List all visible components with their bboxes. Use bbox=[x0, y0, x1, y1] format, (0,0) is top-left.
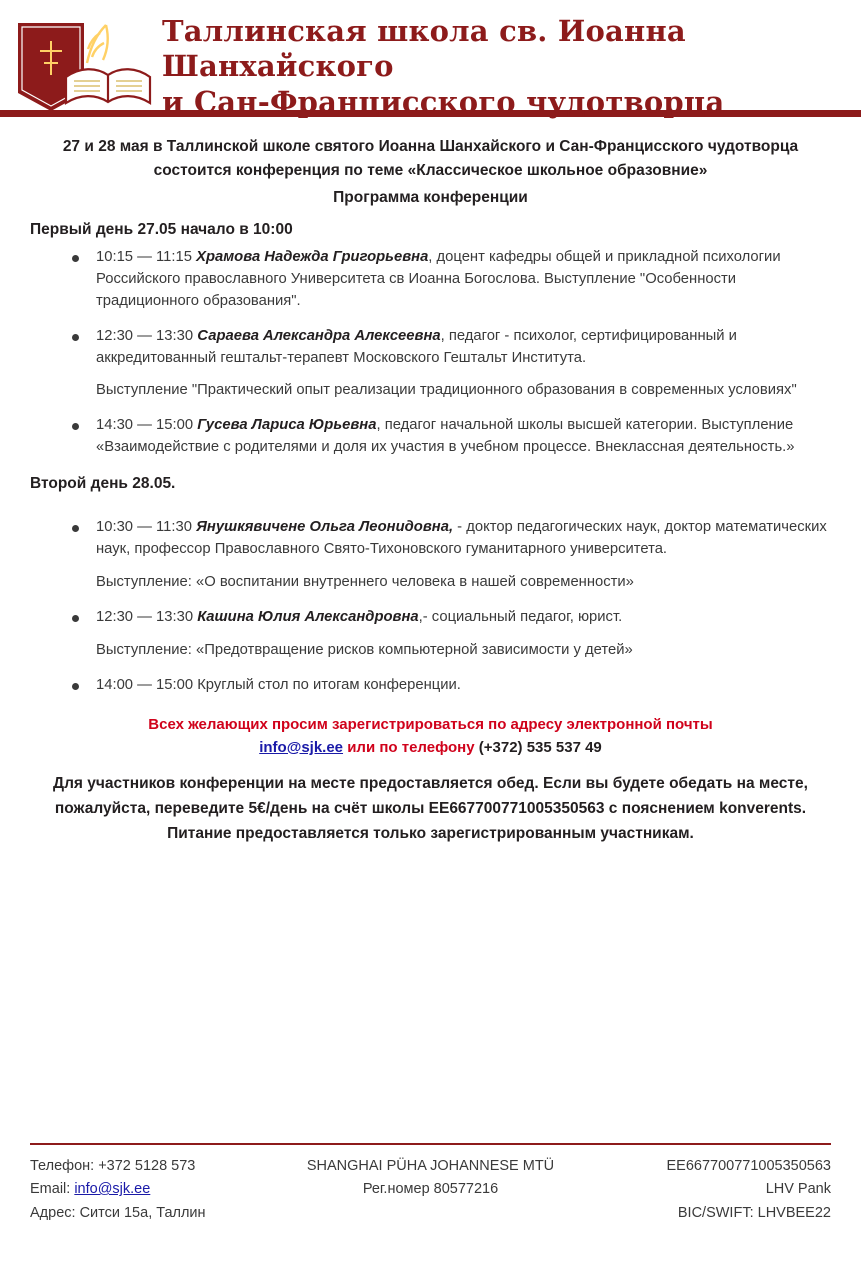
item-subtext: Выступление: «О воспитании внутреннего человека в нашей современности» bbox=[96, 573, 634, 590]
item-desc: Круглый стол по итогам конференции. bbox=[197, 676, 461, 693]
registration-mid: или по телефону bbox=[343, 738, 479, 756]
list-item bbox=[68, 247, 831, 313]
school-name-line1: Таллинская школа св. Иоанна Шанхайского bbox=[162, 14, 686, 84]
item-subtext: Выступление "Практический опыт реализации традиционного образования в современных условиях" bbox=[96, 382, 797, 399]
item-desc: , педагог - психолог, сертифицированный и аккредитованный гештальт-терапевт Московского Гештальт Института. bbox=[96, 327, 737, 366]
list-item bbox=[68, 415, 831, 459]
list-item bbox=[68, 517, 831, 594]
footer-org-name: SHANGHAI PÜHA JOHANNESE MTÜ bbox=[306, 1157, 555, 1174]
item-speaker: Янушкявичене Ольга Леонидовна, bbox=[196, 519, 454, 536]
footer-email-row bbox=[30, 1178, 286, 1201]
footer-legal bbox=[286, 1155, 574, 1225]
intro-paragraph: 27 и 28 мая в Таллинской школе святого Иоанна Шанхайского и Сан-Францисского чудотворца состоится конференция по теме «Классическое школьное образовние» bbox=[62, 138, 799, 180]
item-time: 12:30 — 13:30 bbox=[96, 608, 198, 625]
footer-contacts bbox=[30, 1155, 286, 1225]
item-speaker: Гусева Лариса Юрьевна bbox=[197, 417, 377, 434]
registration-email-link[interactable]: info@sjk.ee bbox=[259, 738, 344, 756]
list-item bbox=[68, 675, 831, 697]
page-header bbox=[0, 0, 861, 119]
item-time: 12:30 — 13:30 bbox=[96, 327, 198, 344]
list-item bbox=[68, 607, 831, 662]
footer-iban: EE667700771005350563 bbox=[666, 1157, 831, 1174]
footer-bic: BIC/SWIFT: LHVBEE22 bbox=[677, 1204, 831, 1221]
logo-block bbox=[0, 14, 861, 120]
footer-bank-name: LHV Pank bbox=[765, 1181, 831, 1198]
item-speaker: Храмова Надежда Григорьевна bbox=[196, 249, 429, 266]
footer-divider bbox=[30, 1143, 831, 1145]
item-desc: , педагог начальной школы высшей категории. Выступление «Взаимодействие с родителями и доля их участия в учебном процессе. Внеклассная деятельность.» bbox=[96, 417, 795, 456]
item-subtext: Выступление: «Предотвращение рисков компьютерной зависимости у детей» bbox=[96, 641, 633, 658]
spacer bbox=[30, 501, 831, 517]
item-time: 14:30 — 15:00 bbox=[96, 417, 198, 434]
school-name bbox=[162, 14, 861, 120]
item-speaker: Сараева Александра Алексеевна bbox=[197, 327, 441, 344]
item-desc: ,- социальный педагог, юрист. bbox=[418, 608, 623, 625]
footer-address: Адрес: Ситси 15а, Таллин bbox=[30, 1204, 206, 1221]
registration-line1: Всех желающих просим зарегистрироваться по адресу электронной почты bbox=[148, 715, 713, 733]
item-time: 10:15 — 11:15 bbox=[96, 249, 197, 266]
day2-heading: Второй день 28.05. bbox=[30, 475, 176, 493]
footer-phone: Телефон: +372 5128 573 bbox=[30, 1157, 196, 1174]
footer-email-label: Email: bbox=[30, 1181, 75, 1198]
item-time: 10:30 — 11:30 bbox=[96, 519, 197, 536]
lunch-notice: Для участников конференции на месте предоставляется обед. Если вы будете обедать на месте, пожалуйста, переведите 5€/день на счёт школы EE667700771005350563 с пояснением konverents. Питание предоставляется только зарегистрированным участникам. bbox=[53, 775, 808, 843]
registration-phone: (+372) 535 537 49 bbox=[478, 738, 602, 756]
school-crest-icon bbox=[10, 19, 158, 115]
document-body bbox=[0, 117, 861, 846]
program-title: Программа конференции bbox=[333, 189, 528, 207]
footer-columns bbox=[30, 1155, 831, 1225]
footer-email-link[interactable]: info@sjk.ee bbox=[74, 1181, 151, 1198]
item-desc: , доцент кафедры общей и прикладной психологии Российского православного Университета св Иоанна Богослова. Выступление "Особенности традиционного образования". bbox=[96, 249, 781, 309]
day1-heading: Первый день 27.05 начало в 10:00 bbox=[30, 221, 293, 239]
page-footer bbox=[0, 1143, 861, 1225]
item-speaker: Кашина Юлия Александровна bbox=[197, 608, 419, 625]
day2-list bbox=[30, 517, 831, 696]
registration-notice bbox=[30, 713, 831, 760]
school-name-line2: и Сан-Францисского чудотворца bbox=[162, 84, 725, 119]
list-item bbox=[68, 326, 831, 403]
day1-list bbox=[30, 247, 831, 459]
item-desc: - доктор педагогических наук, доктор математических наук, профессор Православного Свято-Тихоновского гуманитарного университета. bbox=[96, 519, 827, 558]
footer-bank bbox=[575, 1155, 831, 1225]
footer-reg-number: Рег.номер 80577216 bbox=[362, 1181, 499, 1198]
item-time: 14:00 — 15:00 bbox=[96, 676, 198, 693]
